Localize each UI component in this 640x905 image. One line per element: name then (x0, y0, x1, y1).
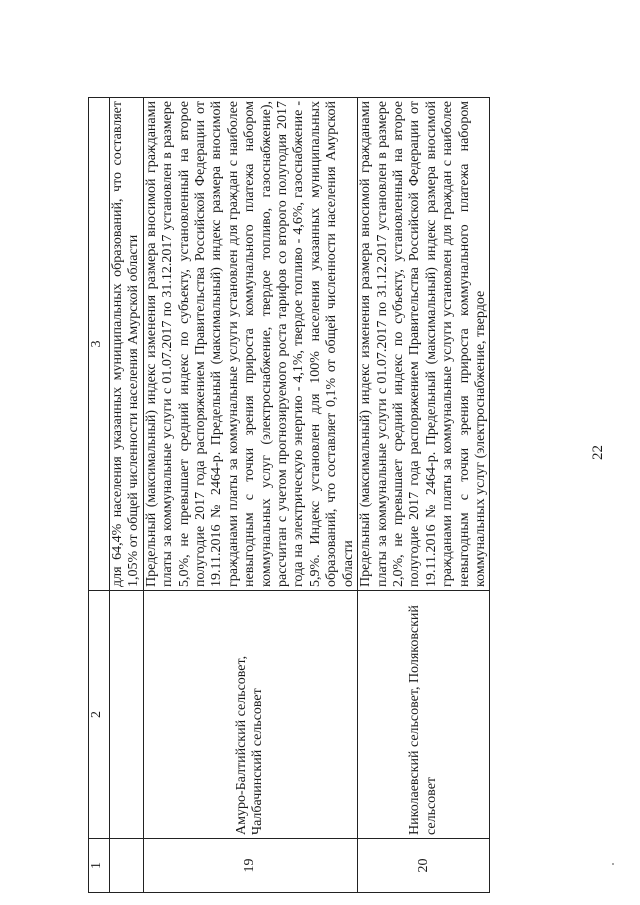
index-description: Предельный (максимальный) индекс изменения размера вносимой гражданами платы за коммунальные услуги с 01.07.2017 по 31.12.2017 установлен в размере 5,0%, не превышает средний индекс по субъекту, установленный на второе полугодие 2017 года распоряжением Правительства Российской Федерации от 19.11.2016 № 2464-р. Предельный (максимальный) индекс размера вносимой гражданами платы за коммунальные услуги установлен для граждан с наиболее невыгодным с точки зрения прироста коммунального платежа набором коммунальных услуг (электроснабжение, твердое топливо, газоснабжение), рассчитан с учетом прогнозируемого роста тарифов со второго полугодия 2017 года на электрическую энергию - 4,1%, твердое топливо - 4,6%, газоснабжение - 5,9%. Индекс установлен для 100% населения указанных муниципальных образований, что составляет 0,1% от общей численности населения Амурской области (143, 98, 357, 591)
table-header-row (89, 98, 110, 893)
table-row (358, 98, 490, 893)
row-number: 20 (358, 839, 490, 893)
page-number: 22 (590, 445, 606, 460)
municipality-name: Николаевский сельсовет, Поляковский сельсовет (358, 591, 490, 839)
row-number: 19 (143, 839, 357, 893)
column-header-2: 2 (89, 591, 110, 839)
continuation-text: для 64,4% населения указанных муниципальных образований, что составляет 1,05% от общей численности населения Амурской области (110, 98, 144, 591)
index-description: Предельный (максимальный) индекс изменения размера вносимой гражданами платы за коммунальные услуги с 01.07.2017 по 31.12.2017 установлен в размере 2,0%, не превышает средний индекс по субъекту, установленный на второе полугодие 2017 года распоряжением Правительства Российской Федерации от 19.11.2016 № 2464-р. Предельный (максимальный) индекс размера вносимой гражданами платы за коммунальные услуги установлен для граждан с наиболее невыгодным с точки зрения прироста коммунального платежа набором коммунальных услуг (электроснабжение, твердое (358, 98, 490, 591)
tariff-index-table (88, 97, 490, 893)
continuation-row (110, 98, 144, 893)
column-header-1: 1 (89, 839, 110, 893)
column-header-3: 3 (89, 98, 110, 591)
scan-speck (612, 863, 614, 865)
table-row (143, 98, 357, 893)
municipality-name: Амуро-Балтийский сельсовет, Чалбачинский сельсовет (143, 591, 357, 839)
